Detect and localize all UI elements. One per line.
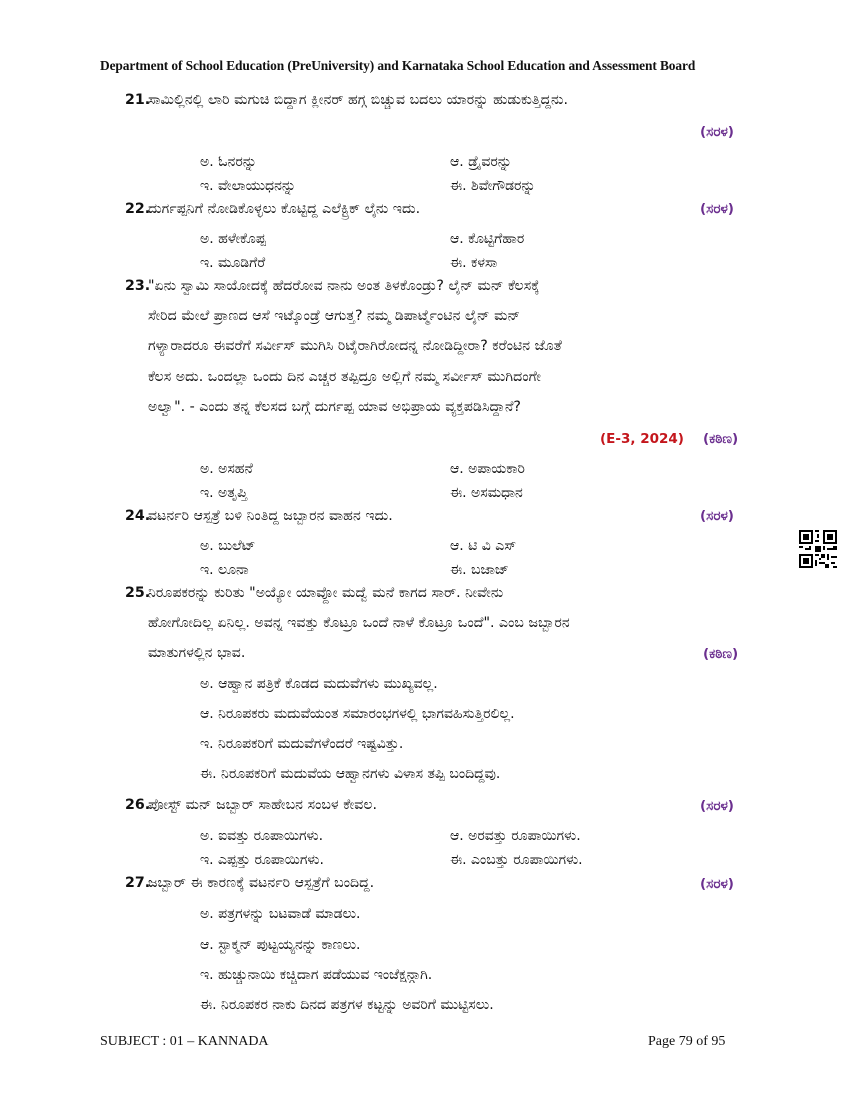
footer-page-number: Page 79 of 95: [648, 1034, 726, 1049]
question-text: ಪೋಸ್ಟ್ ಮನ್ ಜಬ್ಬಾರ್ ಸಾಹೇಬನ ಸಂಬಳ ಕೇವಲ.: [148, 797, 378, 813]
question-21: 21.ಸಾಮಿಲ್ಲಿನಲ್ಲಿ ಲಾರಿ ಮಗುಚಿ ಬಿದ್ದಾಗ ಕ್ಲೀನರ್ ಹಗ್ಗ ಬಿಚ್ಚುವ ಬದಲು ಯಾರನ್ನು ಹುಡುಕುತ್ತಿದ್ದನು.: [125, 92, 568, 108]
option-c: ಇ. ಮೂಡಿಗೆರೆ: [200, 255, 266, 271]
option-d: ಈ. ಅಸಮಧಾನ: [450, 485, 523, 501]
question-line: ನಿರೂಪಕರನ್ನು ಕುರಿತು "ಅಯ್ಯೋ ಯಾವ್ದೋ ಮದ್ವೆ ಮನೆ ಕಾಗದ ಸಾರ್. ನೀವೇನು: [148, 585, 504, 601]
question-27: 27.ಜಬ್ಬಾರ್ ಈ ಕಾರಣಕ್ಕೆ ವಟರ್ನರಿ ಆಸ್ಪತ್ರೆಗೆ ಬಂದಿದ್ದ.: [125, 875, 375, 891]
option-b: ಆ. ನಿರೂಪಕರು ಮದುವೆಯಂತ ಸಮಾರಂಭಗಳಲ್ಲಿ ಭಾಗವಹಿಸುತ್ತಿರಲಿಲ್ಲ.: [200, 706, 515, 722]
option-b: ಆ. ಅಪಾಯಕಾರಿ: [450, 461, 525, 477]
option-b: ಆ. ಟಿ ವಿ ಎಸ್: [450, 538, 517, 554]
option-d: ಈ. ಕಳಸಾ: [450, 255, 498, 271]
question-26: 26.ಪೋಸ್ಟ್ ಮನ್ ಜಬ್ಬಾರ್ ಸಾಹೇಬನ ಸಂಬಳ ಕೇವಲ.: [125, 797, 378, 813]
option-b: ಆ. ಡ್ರೈವರನ್ನು: [450, 154, 512, 170]
difficulty-tag: (ಕಠಿಣ): [703, 431, 739, 447]
difficulty-tag: (ಸರಳ): [700, 201, 734, 217]
question-line: ಅಲ್ವಾ". - ಎಂದು ತನ್ನ ಕೆಲಸದ ಬಗ್ಗೆ ದುರ್ಗಪ್ಪ ಯಾವ ಅಭಿಪ್ರಾಯ ವ್ಯಕ್ತಪಡಿಸಿದ್ದಾನೆ?: [148, 398, 521, 415]
option-a: ಅ. ಓನರನ್ನು: [200, 154, 257, 170]
question-23: 23."ಏನು ಸ್ವಾಮಿ ಸಾಯೋದಕ್ಕೆ ಹೆದರೋವ ನಾನು ಅಂತ ತಿಳಕೊಂಡ್ರು? ಲೈನ್ ಮನ್ ಕೆಲಸಕ್ಕೆ ಸೇರಿದ ಮೇಲೆ ಪ್ರಾಣದ ಆಸೆ ಇಟ್ಕೊಂಡ್ರೆ ಆಗುತ್ತ? ನಮ್ಮ ಡಿಪಾರ್ಟ್ಮೆಂಟಿನ ಲೈನ್ ಮನ್ ಗಳ್ಯಾರಾದರೂ ಈವರೆಗೆ ಸರ್ವೀಸ್ ಮುಗಿಸಿ ರಿಟೈರಾಗಿರೋದನ್ನ ನೋಡಿದ್ದೀರಾ? ಕರೆಂಟಿನ ಜೊತೆ ಕೆಲಸ ಅದು. ಒಂದಲ್ಲಾ ಒಂದು ದಿನ ಎಚ್ಚರ ತಪ್ಪಿದ್ರೂ ಅಲ್ಲಿಗೆ ನಮ್ಮ ಸರ್ವೀಸ್ ಮುಗಿದಂಗೇ ಅಲ್ವಾ". - ಎಂದು ತನ್ನ ಕೆಲಸದ ಬಗ್ಗೆ ದುರ್ಗಪ್ಪ ಯಾವ ಅಭಿಪ್ರಾಯ ವ್ಯಕ್ತಪಡಿಸಿದ್ದಾನೆ?: [125, 271, 770, 422]
option-d: ಈ. ಬಜಾಜ್: [450, 562, 509, 578]
question-line: ಮಾತುಗಳಲ್ಲಿನ ಭಾವ.: [148, 645, 246, 662]
footer-subject: SUBJECT : 01 – KANNADA: [100, 1034, 269, 1049]
question-text: ಜಬ್ಬಾರ್ ಈ ಕಾರಣಕ್ಕೆ ವಟರ್ನರಿ ಆಸ್ಪತ್ರೆಗೆ ಬಂದಿದ್ದ.: [148, 875, 375, 891]
option-a: ಅ. ಆಹ್ವಾನ ಪತ್ರಿಕೆ ಕೊಡದ ಮದುವೆಗಳು ಮುಖ್ಯವಲ್ಲ.: [200, 676, 438, 692]
question-text: ಸಾಮಿಲ್ಲಿನಲ್ಲಿ ಲಾರಿ ಮಗುಚಿ ಬಿದ್ದಾಗ ಕ್ಲೀನರ್ ಹಗ್ಗ ಬಿಚ್ಚುವ ಬದಲು ಯಾರನ್ನು ಹುಡುಕುತ್ತಿದ್ದನು.: [148, 92, 568, 108]
difficulty-tag: (ಸರಳ): [700, 876, 734, 892]
option-d: ಈ. ನಿರೂಪಕರ ನಾಕು ದಿನದ ಪತ್ರಗಳ ಕಟ್ಟನ್ನು ಅವರಿಗೆ ಮುಟ್ಟಿಸಲು.: [200, 997, 494, 1013]
option-c: ಇ. ಅತೃಪ್ತಿ: [200, 485, 248, 501]
option-a: ಅ. ಅಸಹನೆ: [200, 461, 253, 477]
option-c: ಇ. ವೇಲಾಯುಧನನ್ನು: [200, 178, 296, 194]
difficulty-tag: (ಸರಳ): [700, 124, 734, 140]
qr-code-icon: [799, 530, 837, 568]
option-d: ಈ. ಶಿವೇಗೌಡರನ್ನು: [450, 178, 536, 194]
option-c: ಇ. ಎಪ್ಪತ್ತು ರೂಪಾಯಿಗಳು.: [200, 852, 324, 868]
difficulty-tag: (ಕಠಿಣ): [703, 646, 739, 662]
option-c: ಇ. ಲೂನಾ: [200, 562, 249, 578]
option-c: ಇ. ನಿರೂಪಕರಿಗೆ ಮದುವೆಗಳೆಂದರೆ ಇಷ್ಟವಿತ್ತು.: [200, 736, 404, 752]
option-b: ಆ. ಅರವತ್ತು ರೂಪಾಯಿಗಳು.: [450, 828, 581, 844]
question-24: 24.ವಟರ್ನರಿ ಆಸ್ಪತ್ರೆ ಬಳಿ ನಿಂತಿದ್ದ ಜಬ್ಬಾರನ ವಾಹನ ಇದು.: [125, 508, 393, 524]
option-b: ಆ. ಸ್ಟಾಕ್ಮನ್ ಪುಟ್ಟಯ್ಯನನ್ನು ಕಾಣಲು.: [200, 937, 361, 953]
option-c: ಇ. ಹುಚ್ಚುನಾಯಿ ಕಚ್ಚಿದಾಗ ಪಡೆಯುವ ಇಂಜೆಕ್ಷನ್ಗಾಗಿ.: [200, 967, 433, 983]
question-line: ಗಳ್ಯಾರಾದರೂ ಈವರೆಗೆ ಸರ್ವೀಸ್ ಮುಗಿಸಿ ರಿಟೈರಾಗಿರೋದನ್ನ ನೋಡಿದ್ದೀರಾ? ಕರೆಂಟಿನ ಜೊತೆ: [148, 338, 562, 355]
exam-reference: (E-3, 2024): [600, 431, 684, 447]
page-header: Department of School Education (PreUniversity) and Karnataka School Education and Assessment Board: [100, 58, 696, 73]
question-line: ಸೇರಿದ ಮೇಲೆ ಪ್ರಾಣದ ಆಸೆ ಇಟ್ಕೊಂಡ್ರೆ ಆಗುತ್ತ? ನಮ್ಮ ಡಿಪಾರ್ಟ್ಮೆಂಟಿನ ಲೈನ್ ಮನ್: [148, 308, 521, 325]
question-line: "ಏನು ಸ್ವಾಮಿ ಸಾಯೋದಕ್ಕೆ ಹೆದರೋವ ನಾನು ಅಂತ ತಿಳಕೊಂಡ್ರು? ಲೈನ್ ಮನ್ ಕೆಲಸಕ್ಕೆ: [148, 278, 540, 294]
question-text: ವಟರ್ನರಿ ಆಸ್ಪತ್ರೆ ಬಳಿ ನಿಂತಿದ್ದ ಜಬ್ಬಾರನ ವಾಹನ ಇದು.: [148, 508, 393, 524]
option-d: ಈ. ಎಂಬತ್ತು ರೂಪಾಯಿಗಳು.: [450, 852, 583, 868]
question-line: ಹೋಗೋದಿಲ್ಲ ಏನಿಲ್ಲ. ಅವನ್ನ ಇವತ್ತು ಕೊಟ್ರೂ ಒಂದೆ ನಾಳೆ ಕೊಟ್ರೂ ಒಂದೆ". ಎಂಬ ಜಬ್ಬಾರನ: [148, 615, 570, 632]
question-text: ದುರ್ಗಪ್ಪನಿಗೆ ನೋಡಿಕೊಳ್ಳಲು ಕೊಟ್ಟಿದ್ದ ಎಲೆಕ್ಟ್ರಿಕ್ ಲೈನು ಇದು.: [148, 201, 421, 217]
question-25: 25.ನಿರೂಪಕರನ್ನು ಕುರಿತು "ಅಯ್ಯೋ ಯಾವ್ದೋ ಮದ್ವೆ ಮನೆ ಕಾಗದ ಸಾರ್. ನೀವೇನು ಹೋಗೋದಿಲ್ಲ ಏನಿಲ್ಲ. ಅವನ್ನ ಇವತ್ತು ಕೊಟ್ರೂ ಒಂದೆ ನಾಳೆ ಕೊಟ್ರೂ ಒಂದೆ". ಎಂಬ ಜಬ್ಬಾರನ ಮಾತುಗಳಲ್ಲಿನ ಭಾವ.: [125, 578, 770, 669]
option-a: ಅ. ಐವತ್ತು ರೂಪಾಯಿಗಳು.: [200, 828, 324, 844]
option-a: ಅ. ಹಳೇಕೊಪ್ಪ: [200, 231, 266, 247]
question-22: 22.ದುರ್ಗಪ್ಪನಿಗೆ ನೋಡಿಕೊಳ್ಳಲು ಕೊಟ್ಟಿದ್ದ ಎಲೆಕ್ಟ್ರಿಕ್ ಲೈನು ಇದು.: [125, 201, 421, 217]
option-d: ಈ. ನಿರೂಪಕರಿಗೆ ಮದುವೆಯ ಆಹ್ವಾನಗಳು ವಿಳಾಸ ತಪ್ಪಿ ಬಂದಿದ್ದವು.: [200, 766, 501, 782]
difficulty-tag: (ಸರಳ): [700, 508, 734, 524]
question-line: ಕೆಲಸ ಅದು. ಒಂದಲ್ಲಾ ಒಂದು ದಿನ ಎಚ್ಚರ ತಪ್ಪಿದ್ರೂ ಅಲ್ಲಿಗೆ ನಮ್ಮ ಸರ್ವೀಸ್ ಮುಗಿದಂಗೇ: [148, 368, 541, 385]
difficulty-tag: (ಸರಳ): [700, 798, 734, 814]
option-a: ಅ. ಬುಲೆಟ್: [200, 538, 256, 554]
option-a: ಅ. ಪತ್ರಗಳನ್ನು ಬಟವಾಡೆ ಮಾಡಲು.: [200, 906, 361, 922]
option-b: ಆ. ಕೊಟ್ಟಿಗೆಹಾರ: [450, 231, 525, 247]
